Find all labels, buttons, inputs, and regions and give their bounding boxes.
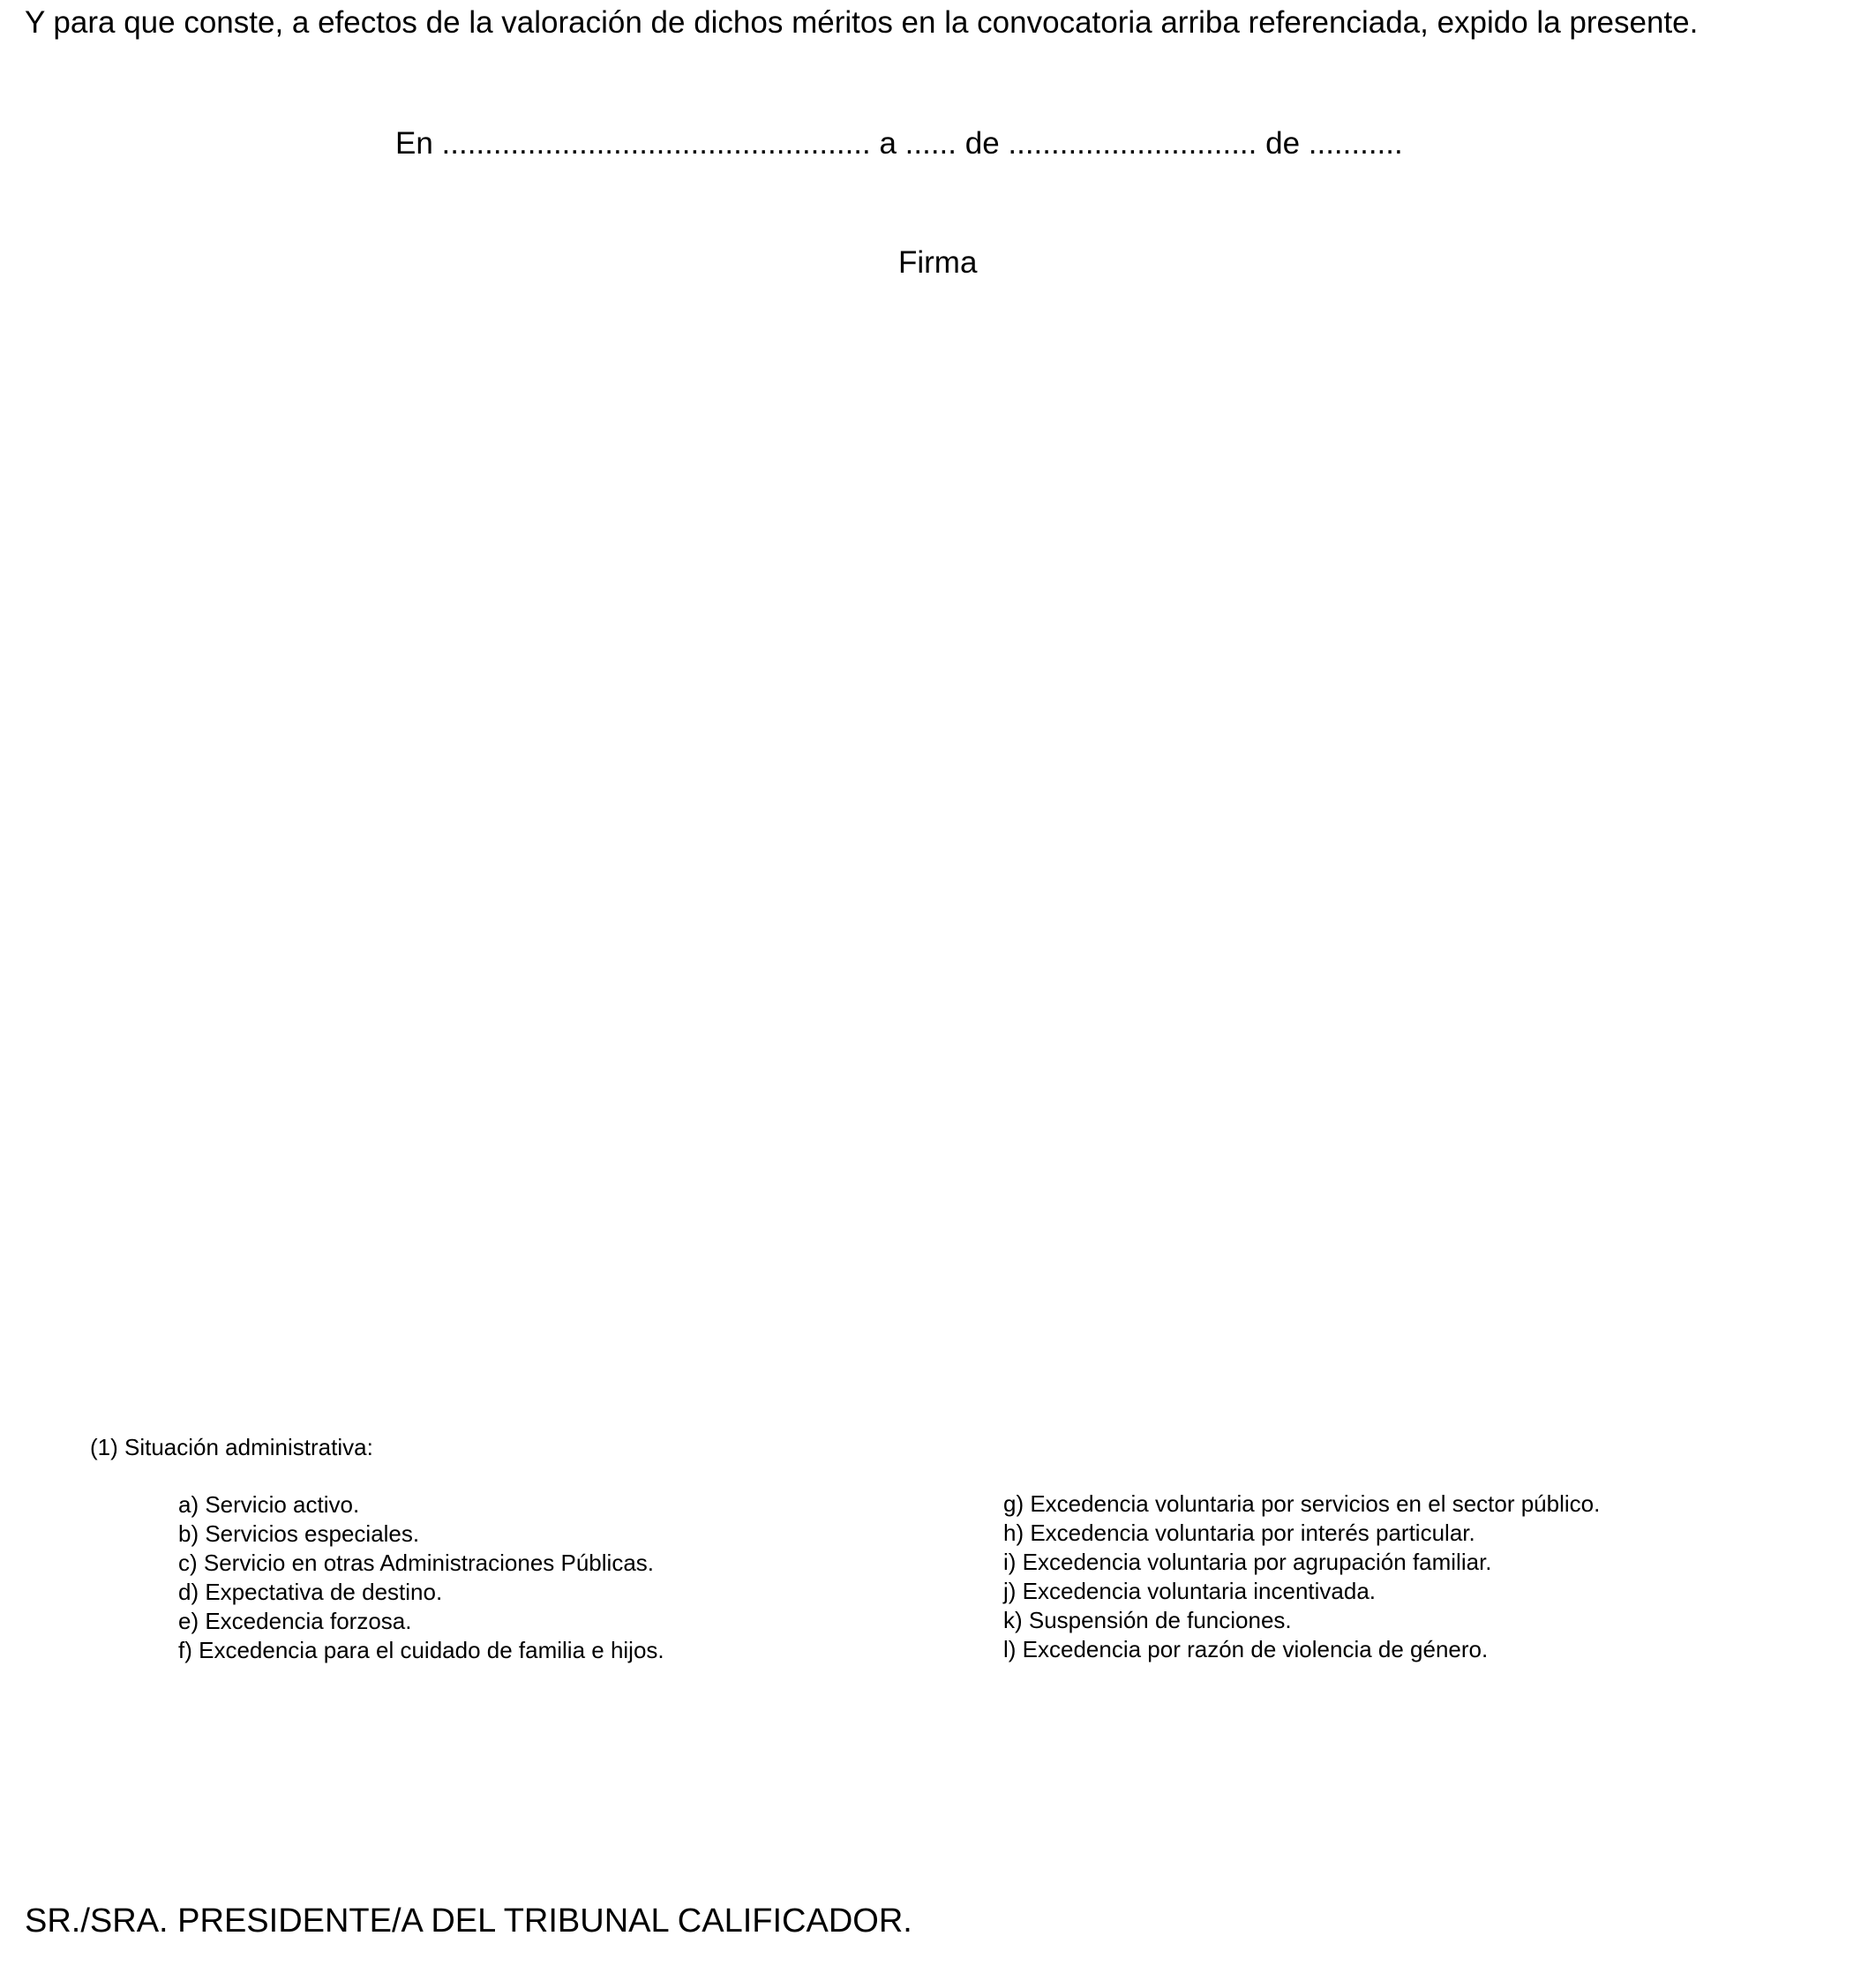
footnote-item: f) Excedencia para el cuidado de familia e hijos. <box>178 1637 664 1663</box>
footnote-item: b) Servicios especiales. <box>178 1520 420 1547</box>
footnote-item: c) Servicio en otras Administraciones Públicas. <box>178 1550 655 1576</box>
addressee: SR./SRA. PRESIDENTE/A DEL TRIBUNAL CALIFICADOR. <box>25 1902 912 1940</box>
footnote-item: d) Expectativa de destino. <box>178 1579 443 1605</box>
footnote-item: g) Excedencia voluntaria por servicios en el sector público. <box>1003 1490 1601 1517</box>
footnote-title: (1) Situación administrativa: <box>90 1434 373 1460</box>
place-date-line: En .................................................. a ...... de ............................. de ........... <box>395 126 1403 161</box>
footnote-item: k) Suspensión de funciones. <box>1003 1607 1292 1633</box>
footnote-item: e) Excedencia forzosa. <box>178 1608 412 1634</box>
footnote-list-left <box>178 1490 664 1665</box>
footnote-item: a) Servicio activo. <box>178 1491 360 1518</box>
footnote-item: i) Excedencia voluntaria por agrupación familiar. <box>1003 1549 1492 1575</box>
signature-label: Firma <box>898 245 978 280</box>
footnote-item: l) Excedencia por razón de violencia de género. <box>1003 1636 1489 1662</box>
footnote-item: j) Excedencia voluntaria incentivada. <box>1003 1578 1377 1604</box>
closing-statement: Y para que conste, a efectos de la valoración de dichos méritos en la convocatoria arriba referenciada, expido la presente. <box>25 5 1699 40</box>
footnote-item: h) Excedencia voluntaria por interés particular. <box>1003 1520 1475 1546</box>
footnote-list-right <box>1003 1490 1600 1664</box>
